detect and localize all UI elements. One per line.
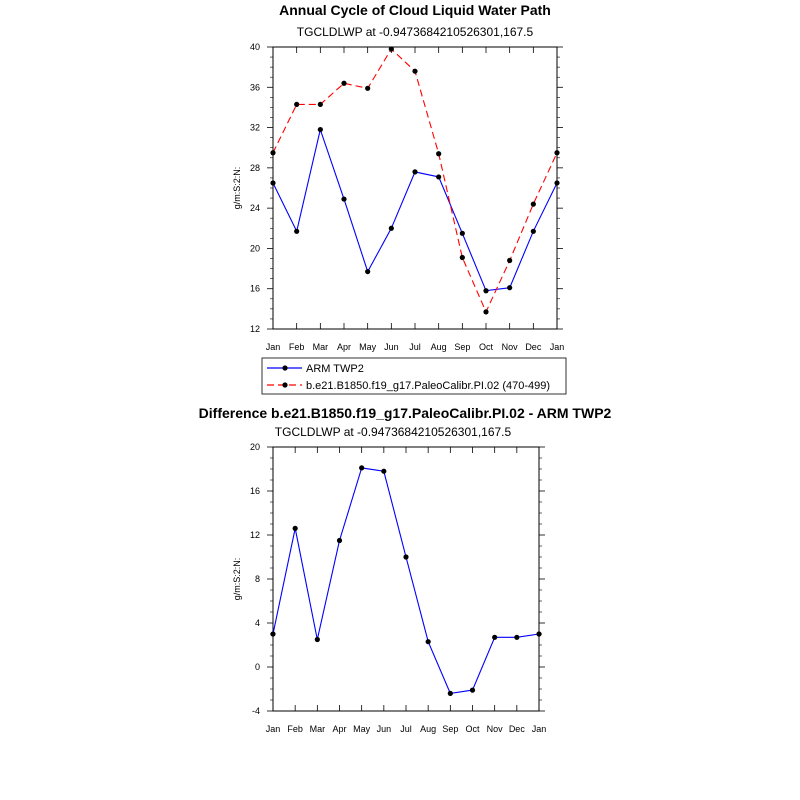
y-tick-label: -4 <box>251 706 260 716</box>
x-tick-label: Jan <box>265 342 281 352</box>
y-tick-label: 16 <box>249 283 260 294</box>
data-point <box>483 288 488 293</box>
data-point <box>337 538 342 543</box>
bottom-chart <box>199 405 612 734</box>
data-point <box>536 631 541 636</box>
x-tick-label: Mar <box>309 724 326 734</box>
legend-label-model: b.e21.B1850.f19_g17.PaleoCalibr.PI.02 (470-499) <box>306 380 551 392</box>
data-point <box>483 309 488 314</box>
top-axis-ticks <box>250 42 564 352</box>
data-point <box>381 469 386 474</box>
data-point <box>514 635 519 640</box>
y-tick-label: 4 <box>254 618 260 628</box>
series-line-first <box>273 130 557 291</box>
data-point <box>531 202 536 207</box>
x-tick-label: Jan <box>531 724 547 734</box>
data-point <box>554 150 559 155</box>
y-tick-label: 0 <box>254 662 260 672</box>
x-tick-label: Nov <box>501 342 518 352</box>
data-point <box>365 86 370 91</box>
data-point <box>270 631 275 636</box>
x-tick-label: Feb <box>288 342 305 352</box>
top-series-layer <box>270 46 559 314</box>
legend-label-arm-twp2: ARM TWP2 <box>306 363 364 375</box>
legend-marker-model <box>282 382 287 387</box>
x-tick-label: Jan <box>265 724 281 734</box>
data-point <box>294 229 299 234</box>
data-point <box>293 526 298 531</box>
x-tick-label: Oct <box>465 724 480 734</box>
y-tick-label: 32 <box>249 122 260 133</box>
data-point <box>318 127 323 132</box>
x-tick-label: Aug <box>420 724 437 734</box>
legend <box>262 358 566 394</box>
bottom-chart-subtitle-visible: TGCLDLWP at -0.9473684210526301,167.5 <box>274 425 512 439</box>
bottom-plot-frame <box>273 447 539 711</box>
data-point <box>318 102 323 107</box>
x-tick-label: Apr <box>336 342 352 352</box>
data-point <box>412 169 417 174</box>
y-tick-label: 20 <box>249 442 260 452</box>
data-point <box>389 46 394 51</box>
x-tick-label: Oct <box>478 342 494 352</box>
y-tick-label: 16 <box>249 486 260 496</box>
data-point <box>389 226 394 231</box>
data-point <box>460 255 465 260</box>
top-chart-subtitle: TGCLDLWP at -0.9473684210526301,167.5 <box>296 25 534 39</box>
data-point <box>341 196 346 201</box>
data-point <box>492 635 497 640</box>
x-tick-label: Aug <box>430 342 447 352</box>
x-tick-label: Dec <box>508 724 525 734</box>
data-point <box>470 688 475 693</box>
data-point <box>426 639 431 644</box>
x-tick-label: Sep <box>442 724 459 734</box>
data-point <box>436 174 441 179</box>
data-point <box>412 69 417 74</box>
series-line-second <box>273 49 557 312</box>
data-point <box>359 465 364 470</box>
x-tick-label: Jul <box>409 342 421 352</box>
legend-marker-arm-twp2 <box>282 365 287 370</box>
top-chart-ylabel: g/m:S:2:N: <box>232 166 242 210</box>
x-tick-label: May <box>359 342 377 352</box>
x-tick-label: Jun <box>376 724 392 734</box>
x-tick-label: Apr <box>332 724 347 734</box>
x-tick-label: May <box>353 724 371 734</box>
y-tick-label: 40 <box>249 42 260 52</box>
x-tick-label: Sep <box>454 342 471 352</box>
x-tick-label: Dec <box>525 342 542 352</box>
y-tick-label: 24 <box>249 203 260 214</box>
data-point <box>448 691 453 696</box>
bottom-chart-ylabel: g/m:S:2:N: <box>232 557 242 601</box>
data-point <box>270 180 275 185</box>
x-tick-label: Jul <box>400 724 412 734</box>
data-point <box>554 180 559 185</box>
x-tick-label: Jan <box>549 342 565 352</box>
y-tick-label: 20 <box>249 243 260 254</box>
y-tick-label: 8 <box>254 574 260 584</box>
data-point <box>507 258 512 263</box>
y-tick-label: 36 <box>249 82 260 93</box>
data-point <box>460 231 465 236</box>
data-point <box>294 102 299 107</box>
y-tick-label: 28 <box>249 162 260 173</box>
data-point <box>341 81 346 86</box>
data-point <box>270 150 275 155</box>
x-tick-label: Feb <box>287 724 303 734</box>
x-tick-label: Nov <box>486 724 503 734</box>
data-point <box>315 637 320 642</box>
series-line-first <box>273 468 539 694</box>
x-tick-label: Jun <box>384 342 399 352</box>
top-chart <box>232 2 566 394</box>
x-tick-label: Mar <box>312 342 329 352</box>
top-chart-title: Annual Cycle of Cloud Liquid Water Path <box>279 2 551 18</box>
top-plot-frame <box>273 47 557 329</box>
bottom-series-layer <box>270 465 541 696</box>
data-point <box>365 269 370 274</box>
bottom-chart-title: Difference b.e21.B1850.f19_g17.PaleoCalibr.PI.02 - ARM TWP2 <box>198 405 612 421</box>
data-point <box>531 229 536 234</box>
data-point <box>403 554 408 559</box>
bottom-axis-ticks <box>250 442 546 734</box>
y-tick-label: 12 <box>249 324 260 334</box>
y-tick-label: 12 <box>249 530 260 540</box>
data-point <box>507 285 512 290</box>
data-point <box>436 151 441 156</box>
